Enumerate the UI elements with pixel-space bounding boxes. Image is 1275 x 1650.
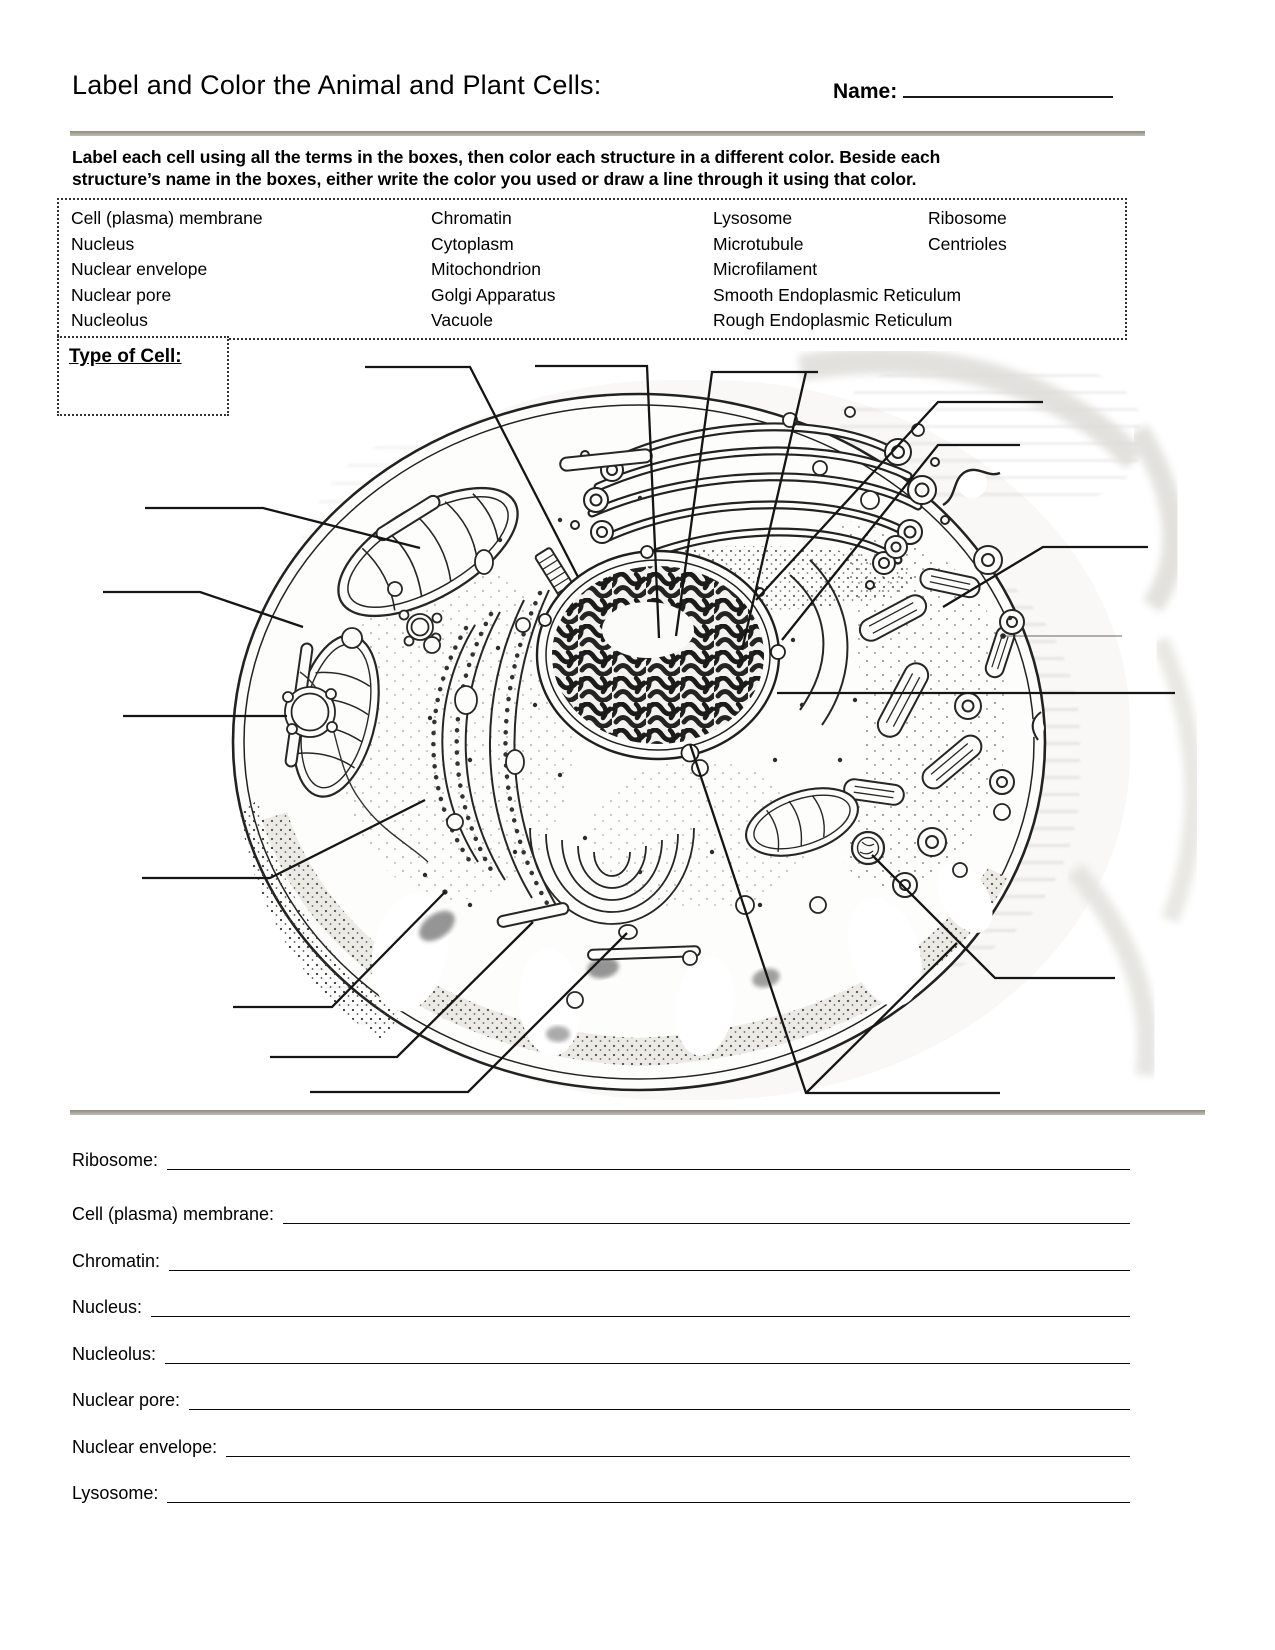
term-item: Golgi Apparatus — [431, 284, 556, 305]
term-item: Cell (plasma) membrane — [71, 208, 263, 228]
term-item: Microtubule — [713, 233, 804, 254]
type-of-cell-box[interactable] — [57, 336, 229, 416]
lysosome — [852, 832, 884, 864]
name-label: Name: — [833, 80, 898, 103]
page-title: Label and Color the Animal and Plant Cells: — [72, 70, 602, 100]
name-blank-line[interactable] — [903, 76, 1113, 98]
terms-box — [57, 198, 1127, 340]
term-item: Nuclear envelope — [71, 259, 208, 279]
term-item: Microfilament — [713, 259, 818, 279]
form-blank-line[interactable] — [167, 1167, 1130, 1170]
form-label: Lysosome: — [72, 1483, 159, 1503]
form-label: Ribosome: — [72, 1150, 159, 1170]
term-item: Cytoplasm — [431, 233, 514, 254]
form-label: Chromatin: — [72, 1251, 161, 1271]
term-item: Smooth Endoplasmic Reticulum — [713, 284, 962, 305]
terms-column-1 — [71, 206, 263, 334]
term-item: Vacuole — [431, 310, 493, 330]
form-blank-line[interactable] — [189, 1407, 1130, 1410]
header-divider — [70, 131, 1145, 136]
term-item: Centrioles — [928, 233, 1007, 254]
form-label: Cell (plasma) membrane: — [72, 1204, 275, 1224]
term-item: Nucleolus — [71, 310, 148, 330]
form-blank-line[interactable] — [151, 1314, 1130, 1317]
form-label: Nucleus: — [72, 1297, 143, 1317]
terms-column-2 — [431, 206, 556, 334]
term-item: Nucleus — [71, 233, 135, 254]
form-blank-line[interactable] — [283, 1221, 1130, 1224]
form-blank-line[interactable] — [226, 1454, 1130, 1457]
instructions-line-2: structure’s name in the boxes, either write the color you used or draw a line through it using that color. — [72, 169, 917, 189]
animal-cell-diagram — [0, 340, 1275, 1115]
form-label: Nuclear pore: — [72, 1390, 181, 1410]
instructions — [72, 146, 1082, 190]
form-row — [72, 1150, 1130, 1171]
term-item: Rough Endoplasmic Reticulum — [713, 310, 953, 330]
instructions-line-1: Label each cell using all the terms in the boxes, then color each structure in a different color. Beside each — [72, 147, 941, 167]
form-blank-line[interactable] — [167, 1500, 1130, 1503]
section-divider — [70, 1110, 1205, 1115]
form-blank-line[interactable] — [165, 1361, 1130, 1364]
form-row — [72, 1251, 1130, 1272]
type-of-cell-label: Type of Cell: — [69, 346, 182, 367]
terms-column-4 — [928, 206, 1007, 257]
name-field-block — [833, 76, 1113, 104]
term-item: Ribosome — [928, 208, 1007, 228]
term-item: Nuclear pore — [71, 284, 172, 305]
form-row — [72, 1204, 1130, 1225]
form-row — [72, 1437, 1130, 1458]
terms-column-3 — [713, 206, 961, 334]
term-item: Mitochondrion — [431, 259, 541, 279]
form-row — [72, 1297, 1130, 1318]
form-row — [72, 1483, 1130, 1504]
form-blank-line[interactable] — [169, 1268, 1130, 1271]
form-label: Nuclear envelope: — [72, 1437, 218, 1457]
term-item: Chromatin — [431, 208, 512, 228]
form-row — [72, 1344, 1130, 1365]
form-label: Nucleolus: — [72, 1344, 157, 1364]
term-item: Lysosome — [713, 208, 793, 228]
form-row — [72, 1390, 1130, 1411]
